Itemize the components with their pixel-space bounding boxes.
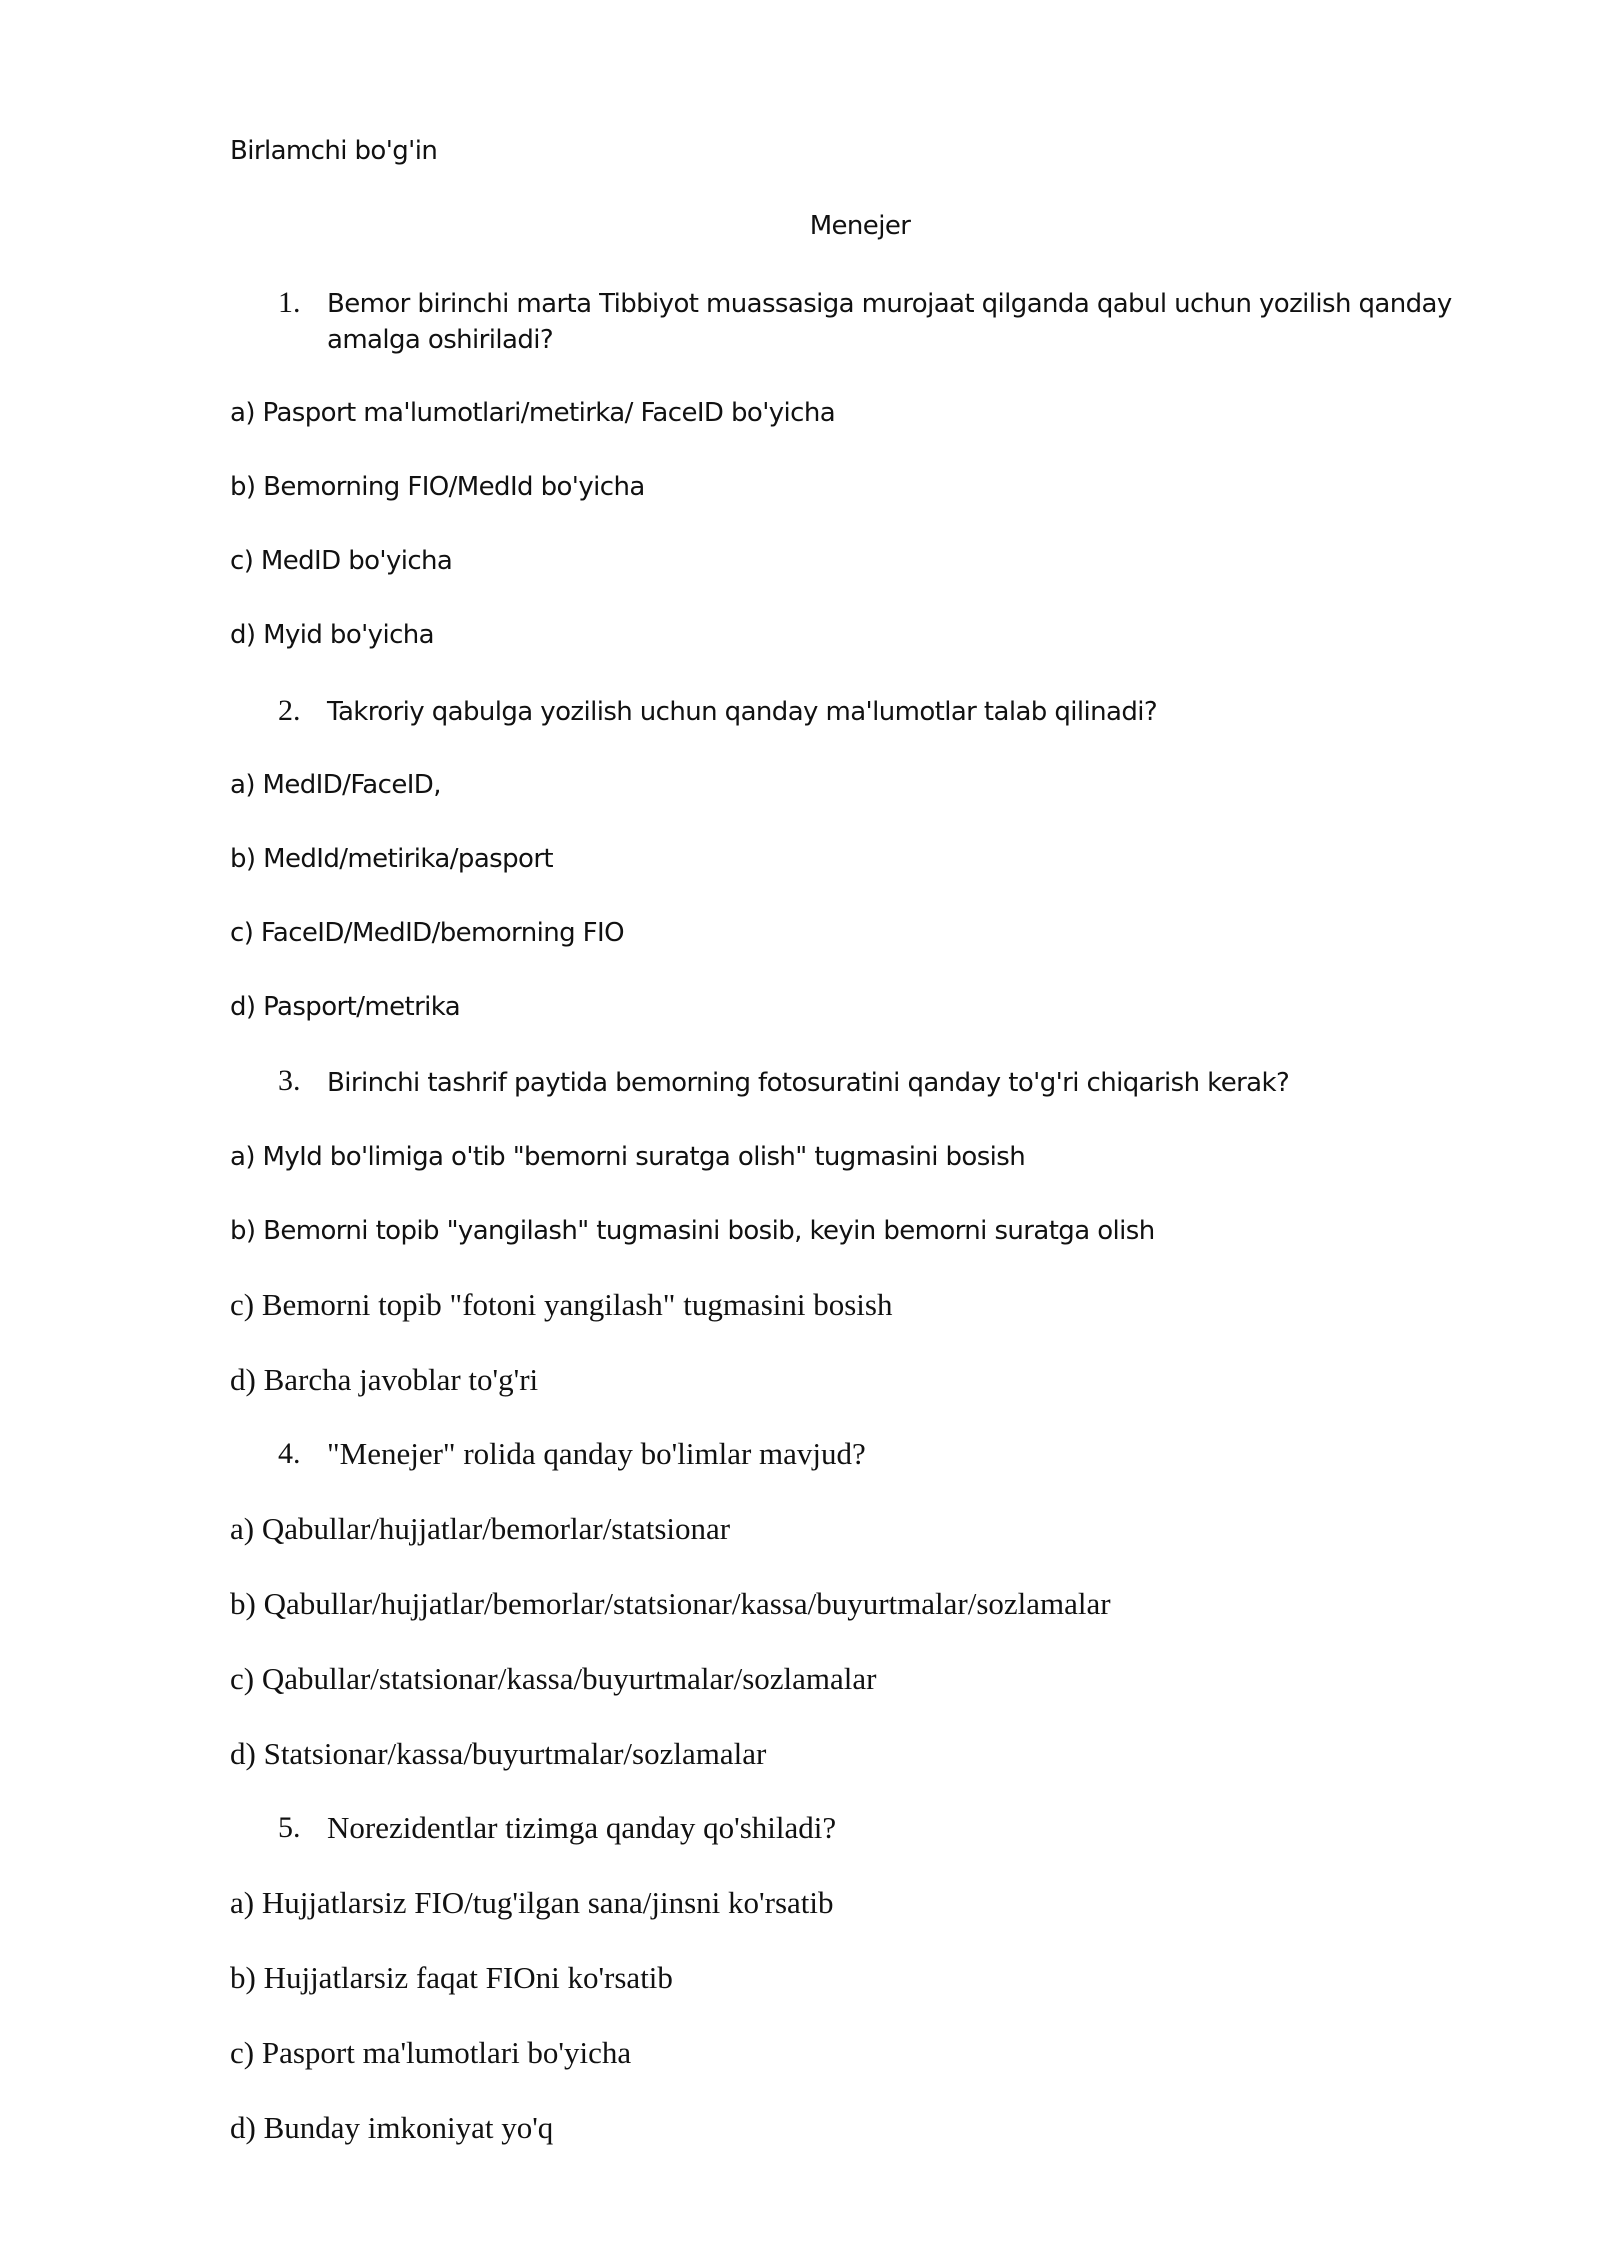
answer-option: c) Bemorni topib "fotoni yangilash" tugmasini bosish: [230, 1287, 893, 1322]
answer-option: d) Barcha javoblar to'g'ri: [230, 1362, 539, 1397]
document-header: Birlamchi bo'g'in: [230, 136, 438, 166]
answer-option: c) MedID bo'yicha: [230, 546, 453, 576]
question-number: 3.: [278, 1064, 301, 1097]
question-text: Takroriy qabulga yozilish uchun qanday ma'lumotlar talab qilinadi?: [327, 697, 1158, 727]
answer-option: c) Qabullar/statsionar/kassa/buyurtmalar/sozlamalar: [230, 1661, 877, 1696]
question-number: 4.: [278, 1437, 301, 1470]
answer-option: a) MedID/FaceID,: [230, 770, 441, 800]
answer-option: b) Bemorni topib "yangilash" tugmasini bosib, keyin bemorni suratga olish: [230, 1216, 1155, 1246]
answer-option: b) Bemorning FIO/MedId bo'yicha: [230, 472, 645, 502]
answer-option: b) MedId/metirika/pasport: [230, 844, 554, 874]
answer-option: b) Hujjatlarsiz faqat FIOni ko'rsatib: [230, 1960, 673, 1995]
question-text-continued: amalga oshiriladi?: [327, 325, 554, 355]
question-number: 2.: [278, 694, 301, 727]
question-number: 1.: [278, 286, 301, 319]
document-title: Menejer: [809, 211, 911, 241]
answer-option: c) Pasport ma'lumotlari bo'yicha: [230, 2035, 632, 2070]
answer-option: d) Statsionar/kassa/buyurtmalar/sozlamalar: [230, 1736, 767, 1771]
answer-option: c) FaceID/MedID/bemorning FIO: [230, 918, 624, 948]
answer-option: d) Myid bo'yicha: [230, 620, 434, 650]
question-text: Norezidentlar tizimga qanday qo'shiladi?: [327, 1810, 837, 1845]
answer-option: d) Pasport/metrika: [230, 992, 461, 1022]
question-text: "Menejer" rolida qanday bo'limlar mavjud?: [327, 1436, 866, 1471]
question-text: Birinchi tashrif paytida bemorning fotosuratini qanday to'g'ri chiqarish kerak?: [327, 1068, 1290, 1098]
answer-option: a) Pasport ma'lumotlari/metirka/ FaceID bo'yicha: [230, 398, 836, 428]
answer-option: d) Bunday imkoniyat yo'q: [230, 2110, 554, 2145]
question-number: 5.: [278, 1811, 301, 1844]
answer-option: a) Hujjatlarsiz FIO/tug'ilgan sana/jinsni ko'rsatib: [230, 1885, 834, 1920]
answer-option: a) Qabullar/hujjatlar/bemorlar/statsionar: [230, 1511, 731, 1546]
answer-option: b) Qabullar/hujjatlar/bemorlar/statsionar/kassa/buyurtmalar/sozlamalar: [230, 1586, 1111, 1621]
question-text: Bemor birinchi marta Tibbiyot muassasiga murojaat qilganda qabul uchun yozilish qanday: [327, 289, 1452, 319]
answer-option: a) MyId bo'limiga o'tib "bemorni suratga olish" tugmasini bosish: [230, 1142, 1026, 1172]
